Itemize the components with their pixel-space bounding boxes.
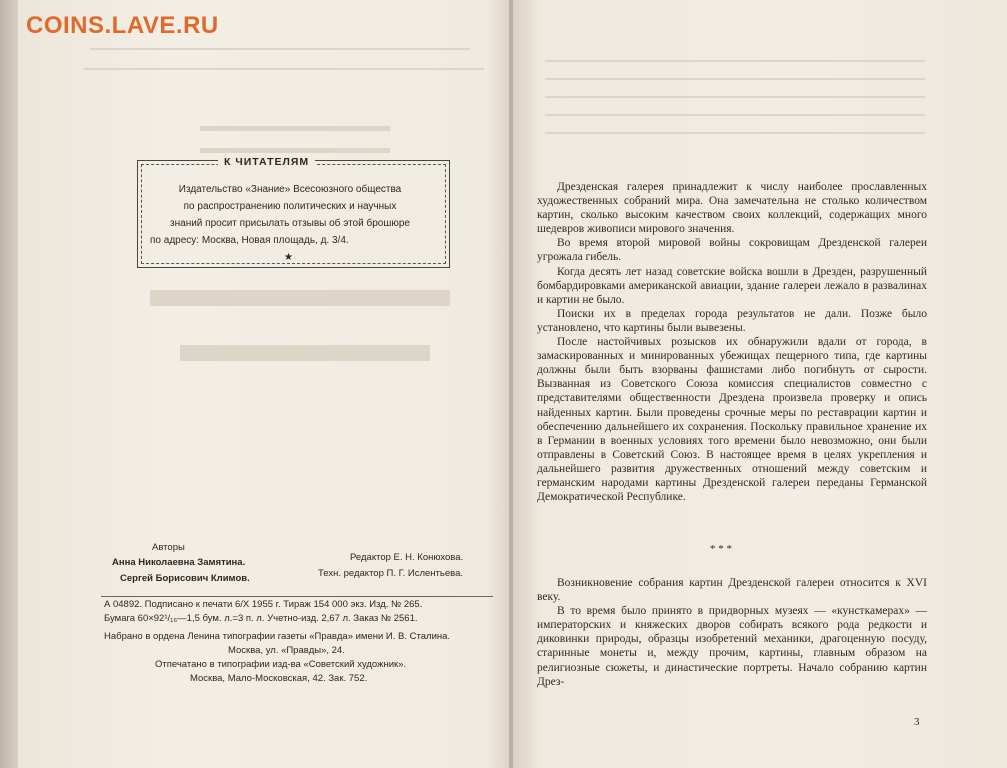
page-edge xyxy=(0,0,18,768)
tech-editor-credit: Техн. редактор П. Г. Ислентьева. xyxy=(318,568,463,579)
show-through-line xyxy=(150,290,450,306)
book-gutter xyxy=(509,0,513,768)
reader-notice-title: К ЧИТАТЕЛЯМ xyxy=(218,156,315,168)
show-through-line xyxy=(180,345,430,361)
show-through-line xyxy=(545,96,925,98)
print-info-line: Москва, ул. «Правды», 24. xyxy=(228,645,345,656)
paragraph: Возникновение собрания картин Дрезденской галереи относится к XVI веку. xyxy=(537,577,927,604)
print-info-line: Москва, Мало-Московская, 42. Зак. 752. xyxy=(190,673,368,684)
author-name: Сергей Борисович Климов. xyxy=(120,573,250,584)
show-through-line xyxy=(545,60,925,62)
paragraph: Поиски их в пределах города результатов не дали. Позже было установлено, что картины были вывезены. xyxy=(537,307,927,334)
article-body xyxy=(537,180,927,504)
print-info-line: А 04892. Подписано к печати 6/X 1955 г. Тираж 154 000 экз. Изд. № 265. xyxy=(104,599,423,610)
section-separator: * * * xyxy=(710,543,732,555)
reader-notice-line: Издательство «Знание» Всесоюзного общества xyxy=(178,184,402,195)
article-body-continued xyxy=(537,576,927,689)
reader-notice-line: знаний просит присылать отзывы об этой брошюре xyxy=(170,218,410,229)
reader-notice-text xyxy=(150,181,430,249)
paragraph: После настойчивых розысков их обнаружили вдали от города, в замаскированных и минированных убежищах пещерного типа, где картины должны были быть взорваны фашистами либо погибнуть от сырости. Вызванная из Советского Союза комиссия специалистов совместно с представителями общественности Дрездена произвела проверку и опись найденных картин. Были проведены срочные меры по реставрации картин и обеспечению дальнейшего их сохранения. Поскольку правильное хранение их в Германии в военных условиях того времени было невозможно, они были отправлены в Советский Союз. В настоящее время в целях укрепления и дальнейшего развития дружественных отношений между советским и германским народами картины Дрезденской галереи переданы Германской Демократической Республике. xyxy=(537,336,927,504)
star-ornament: ★ xyxy=(284,252,293,263)
site-watermark: COINS.LAVE.RU xyxy=(26,12,219,39)
print-info-line: Отпечатано в типографии изд-ва «Советский художник». xyxy=(155,659,407,670)
reader-notice-line: по адресу: Москва, Новая площадь, д. 3/4. xyxy=(150,235,349,246)
divider xyxy=(101,596,493,597)
show-through-line xyxy=(200,126,390,131)
paragraph: В то время было принято в придворных музеях — «кунсткамерах» — императорских и княжеских дворов собирать всякого рода редкости и диковинки природы, образцы изобретений механики, драгоценную посуду, старинные монеты и, между прочим, картины, главным образом на религиозные сюжеты, и династические портреты. Начало собранию картин Дрез- xyxy=(537,605,927,688)
show-through-line xyxy=(545,132,925,134)
show-through-line xyxy=(200,148,390,153)
show-through-line xyxy=(90,48,470,50)
page-number: 3 xyxy=(914,716,920,728)
editor-credit: Редактор Е. Н. Конюхова. xyxy=(350,552,464,563)
print-info-line: Набрано в ордена Ленина типографии газеты «Правда» имени И. В. Сталина. xyxy=(104,631,451,642)
authors-label: Авторы xyxy=(152,542,185,553)
paragraph: Во время второй мировой войны сокровищам Дрезденской галереи угрожала гибель. xyxy=(537,237,927,264)
print-info-line: Бумага 60×92¹/₁₆—1,5 бум. л.=3 п. л. Учетно-изд. 2,67 л. Заказ № 2561. xyxy=(104,613,418,624)
show-through-line xyxy=(545,78,925,80)
reader-notice-line: по распространению политических и научных xyxy=(183,201,397,212)
author-name: Анна Николаевна Замятина. xyxy=(112,557,246,568)
show-through-line xyxy=(545,114,925,116)
show-through-line xyxy=(84,68,484,70)
paragraph: Дрезденская галерея принадлежит к числу наиболее прославленных художественных собраний мира. Она замечательна не столько количеством картин, сколько высоким качеством своих коллекций, содержащих много шедевров живописи мирового значения. xyxy=(537,181,927,236)
paragraph: Когда десять лет назад советские войска вошли в Дрезден, разрушенный бомбардировками американской авиации, здание галереи лежало в развалинах и картин не было. xyxy=(537,265,927,306)
